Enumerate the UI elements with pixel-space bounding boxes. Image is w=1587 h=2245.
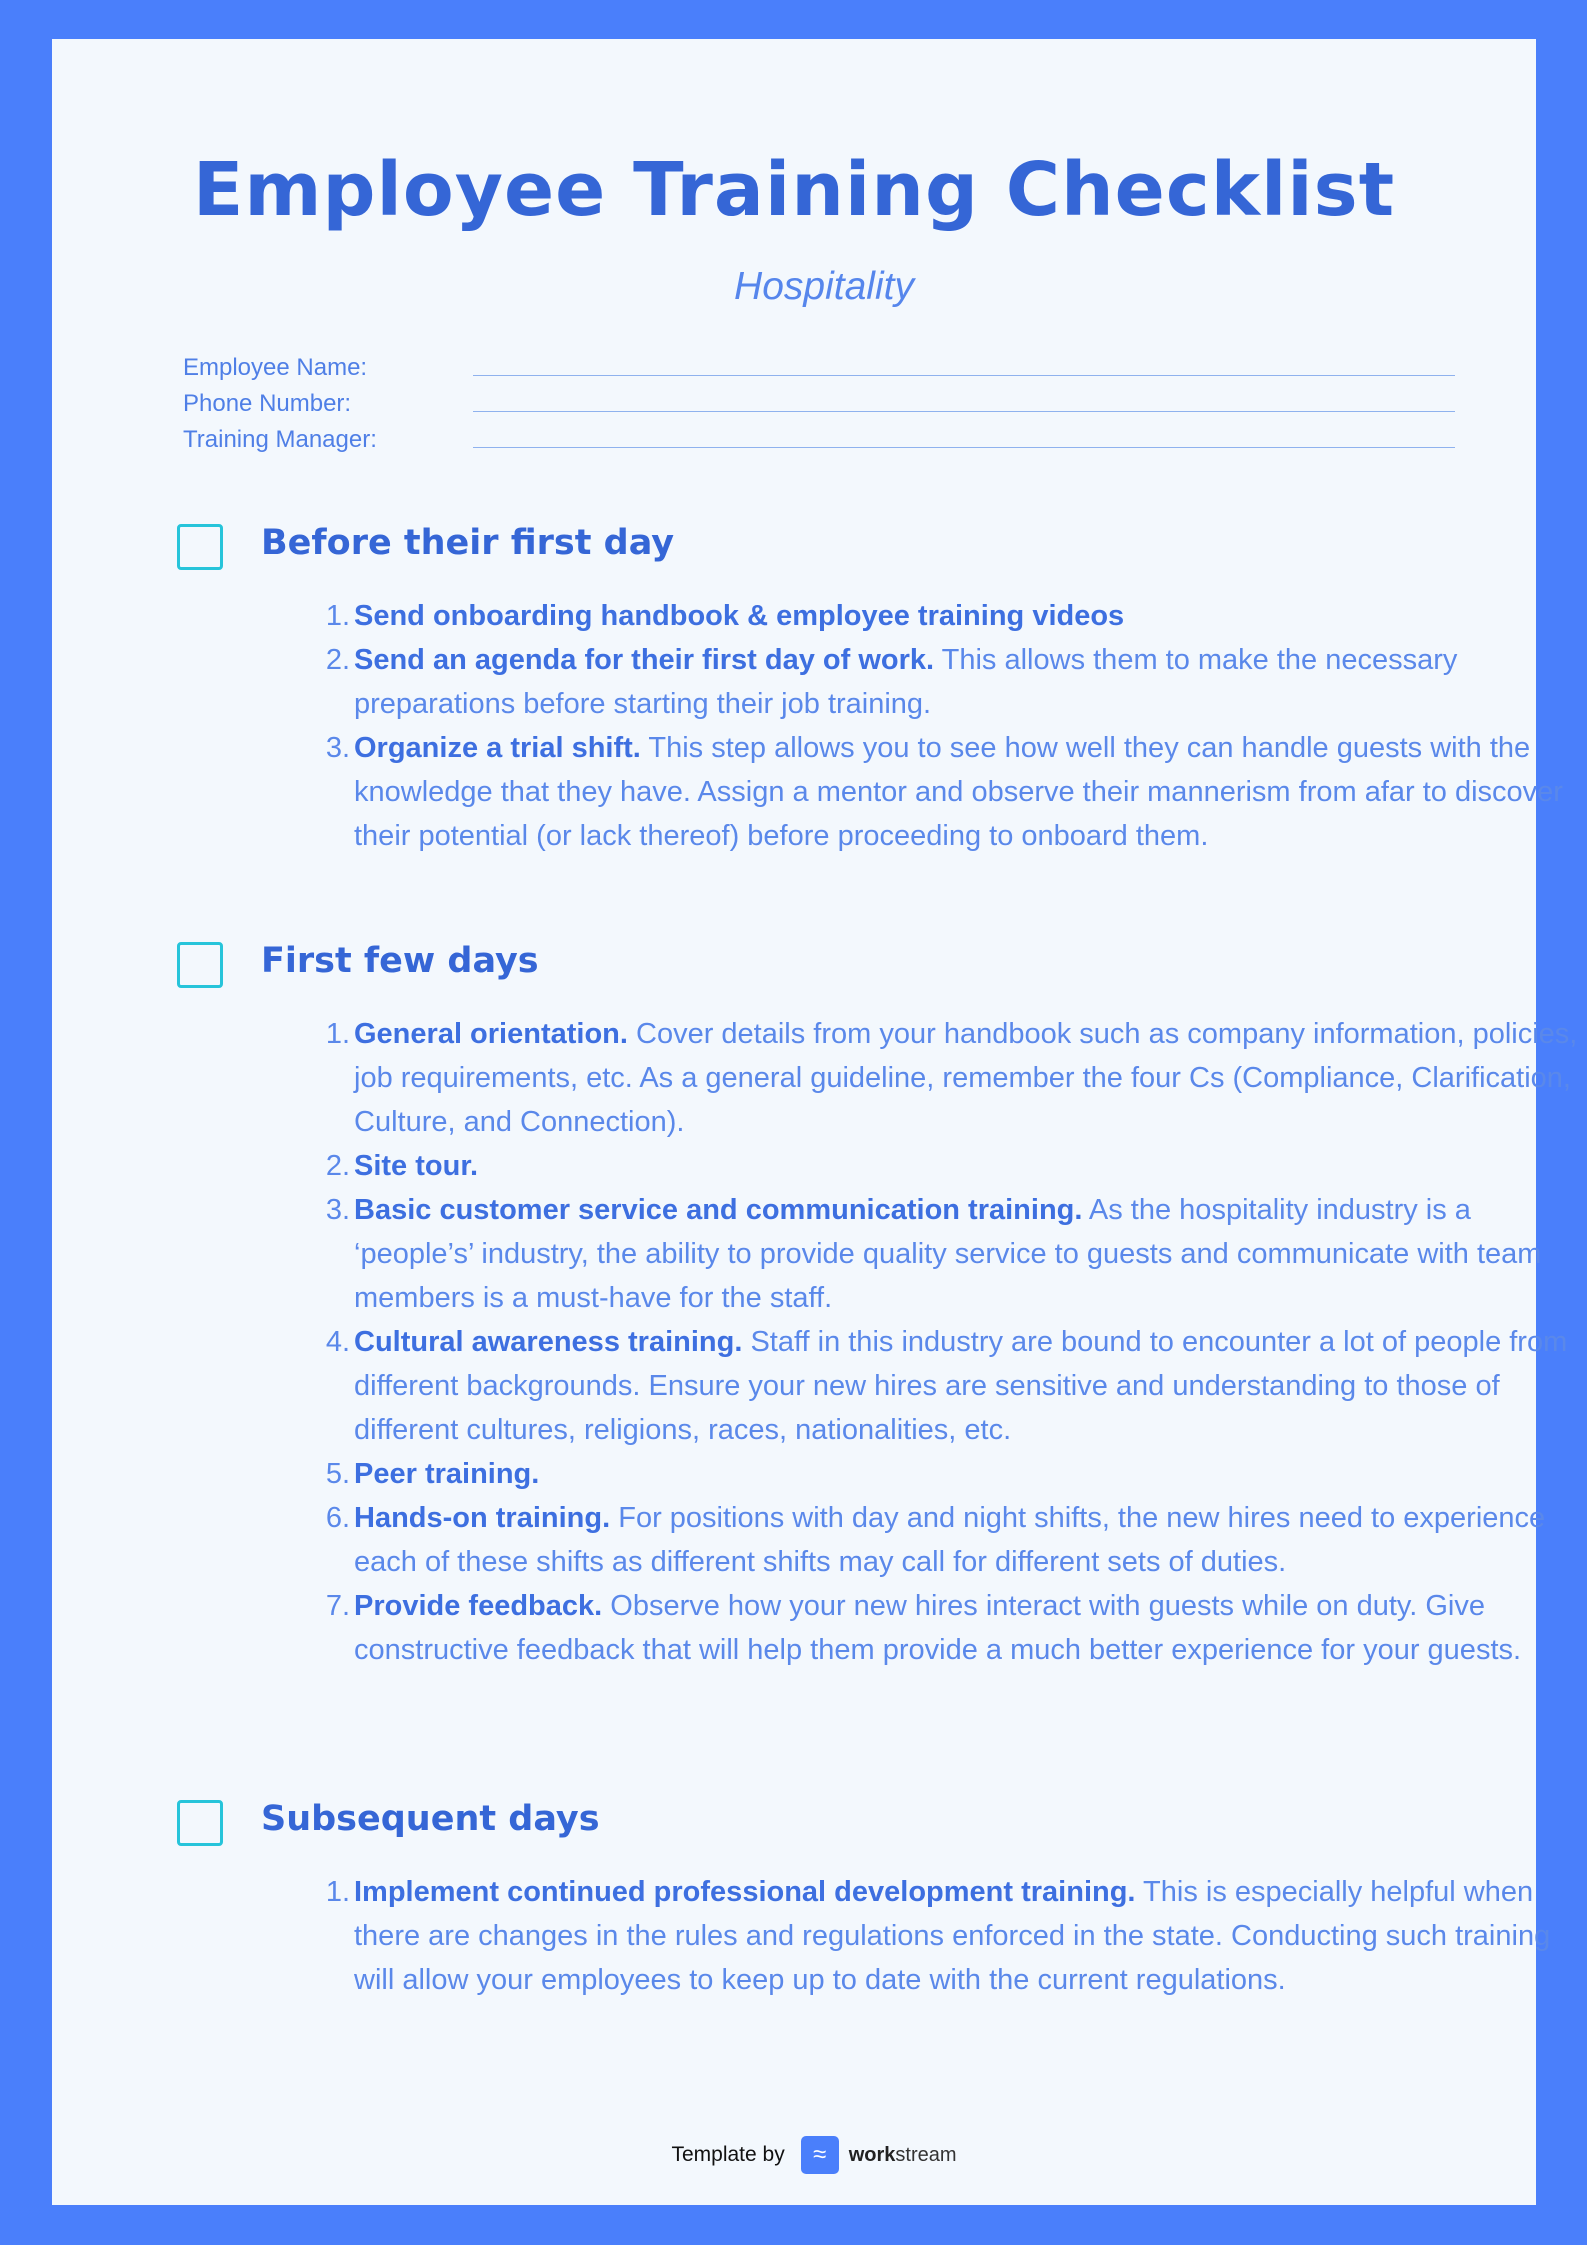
employee-name-field[interactable] (183, 350, 1455, 386)
item-number: 2. (325, 644, 350, 676)
list-item (327, 1452, 1587, 1496)
item-number: 6. (325, 1502, 350, 1534)
item-text: This allows them to make the necessary preparations before starting their job training. (354, 644, 1458, 720)
item-text: This step allows you to see how well they can handle guests with the knowledge that they have. Assign a mentor and observe their mannerism from afar to discover their potential (or lack thereof) before proceeding to onboard them. (354, 732, 1563, 852)
brand-name-rest: stream (895, 2143, 957, 2166)
section-heading: Before their first day (261, 523, 675, 563)
item-text: Observe how your new hires interact with guests while on duty. Give constructive feedback that will help them provide a much better experience for your guests. (354, 1590, 1522, 1666)
item-title: Cultural awareness training. (354, 1326, 743, 1358)
workstream-logo-icon[interactable]: ≈ (801, 2136, 839, 2174)
page-subtitle: Hospitality (734, 265, 914, 308)
checklist-items (327, 1012, 1587, 1672)
section-checkbox[interactable] (177, 942, 223, 988)
item-text: Cover details from your handbook such as company information, policies, job requirements, etc. As a general guideline, remember the four Cs (Compliance, Clarification, Culture, and Connection). (354, 1018, 1578, 1138)
employee-name-label: Employee Name: (183, 354, 368, 381)
training-manager-line[interactable] (473, 447, 1455, 448)
list-item (327, 1870, 1587, 2002)
item-text: For positions with day and night shifts, the new hires need to experience each of these shifts as different shifts may call for different sets of duties. (354, 1502, 1546, 1578)
workstream-brand-name[interactable] (849, 2144, 957, 2167)
item-number: 2. (325, 1150, 350, 1182)
training-manager-field[interactable] (183, 422, 1455, 458)
employee-name-line[interactable] (473, 375, 1455, 376)
template-by-label: Template by (671, 2143, 785, 2166)
item-text: As the hospitality industry is a ‘people’s’ industry, the ability to provide quality service to guests and communicate with team members is a must-have for the staff. (354, 1194, 1542, 1314)
item-title: Send onboarding handbook & employee training videos (354, 600, 1125, 632)
item-number: 4. (325, 1326, 350, 1358)
section-heading: First few days (261, 941, 539, 981)
list-item (327, 726, 1587, 858)
item-title: Site tour. (354, 1150, 479, 1182)
item-title: Peer training. (354, 1458, 540, 1490)
list-item (327, 1188, 1587, 1320)
item-title: Implement continued professional development training. (354, 1876, 1136, 1908)
list-item (327, 638, 1587, 726)
page-title: Employee Training Checklist (192, 147, 1396, 233)
phone-number-label: Phone Number: (183, 390, 352, 417)
item-title: Provide feedback. (354, 1590, 603, 1622)
phone-number-line[interactable] (473, 411, 1455, 412)
employee-info-fields (183, 350, 1455, 458)
phone-number-field[interactable] (183, 386, 1455, 422)
list-item (327, 1012, 1587, 1144)
section-checkbox[interactable] (177, 1800, 223, 1846)
item-number: 5. (325, 1458, 350, 1490)
training-manager-label: Training Manager: (183, 426, 377, 453)
section-heading: Subsequent days (261, 1799, 600, 1839)
item-title: Organize a trial shift. (354, 732, 641, 764)
list-item (327, 1496, 1587, 1584)
list-item (327, 594, 1587, 638)
checklist-items (327, 1870, 1587, 2002)
brand-name-bold: work (848, 2143, 896, 2166)
list-item (327, 1584, 1587, 1672)
item-title: Basic customer service and communication training. (354, 1194, 1083, 1226)
item-number: 1. (325, 1876, 350, 1908)
item-title: General orientation. (354, 1018, 628, 1050)
item-number: 1. (325, 1018, 350, 1050)
item-number: 3. (325, 1194, 350, 1226)
item-text: Staff in this industry are bound to encounter a lot of people from different backgrounds. Ensure your new hires are sensitive and understanding to those of different cultures, religions, races, nationalities, etc. (354, 1326, 1568, 1446)
item-number: 7. (325, 1590, 350, 1622)
section-checkbox[interactable] (177, 524, 223, 570)
item-text: This is especially helpful when there are changes in the rules and regulations enforced in the state. Conducting such training will allow your employees to keep up to date with the current regulations. (354, 1876, 1551, 1996)
item-number: 1. (325, 600, 350, 632)
item-title: Send an agenda for their first day of work. (354, 644, 935, 676)
item-title: Hands-on training. (354, 1502, 611, 1534)
list-item (327, 1144, 1587, 1188)
document-page (52, 39, 1578, 2205)
footer (52, 2133, 1536, 2177)
checklist-items (327, 594, 1587, 858)
list-item (327, 1320, 1587, 1452)
item-number: 3. (325, 732, 350, 764)
